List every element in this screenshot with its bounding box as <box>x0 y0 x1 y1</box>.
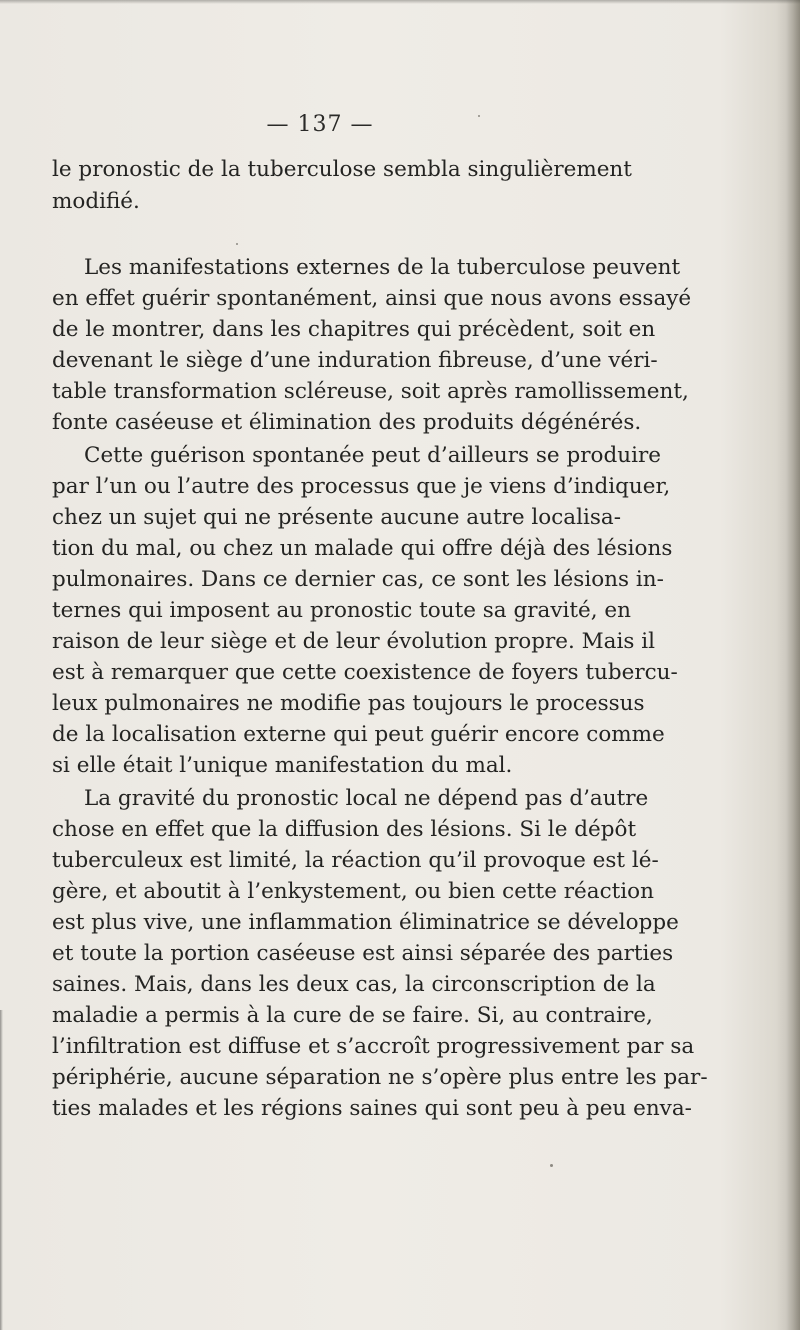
text-line: tion du mal, ou chez un malade qui offre déjà des lésions <box>52 536 673 561</box>
text-line: si elle était l’unique manifestation du mal. <box>52 753 513 778</box>
text-line: ties malades et les régions saines qui sont peu à peu enva- <box>52 1096 692 1121</box>
paper-speck <box>236 243 238 245</box>
page-number: — 137 — <box>266 112 374 137</box>
text-line: le pronostic de la tuberculose sembla singulièrement <box>52 157 632 182</box>
text-line: est à remarquer que cette coexistence de foyers tubercu- <box>52 660 678 685</box>
text-line: raison de leur siège et de leur évolution propre. Mais il <box>52 629 655 654</box>
text-line: l’infiltration est diffuse et s’accroît progressivement par sa <box>52 1034 695 1059</box>
text-line: maladie a permis à la cure de se faire. Si, au contraire, <box>52 1003 653 1028</box>
text-line: chez un sujet qui ne présente aucune autre localisa- <box>52 505 621 530</box>
text-line: fonte caséeuse et élimination des produits dégénérés. <box>52 410 642 435</box>
text-line: Les manifestations externes de la tuberculose peuvent <box>84 255 681 280</box>
text-line: ternes qui imposent au pronostic toute sa gravité, en <box>52 598 631 623</box>
text-line: table transformation scléreuse, soit après ramollissement, <box>52 379 689 404</box>
text-line: devenant le siège d’une induration fibreuse, d’une véri- <box>52 348 658 373</box>
text-line: modifié. <box>52 189 140 214</box>
text-line: et toute la portion caséeuse est ainsi séparée des parties <box>52 941 674 966</box>
text-line: chose en effet que la diffusion des lésions. Si le dépôt <box>52 817 637 842</box>
text-line: de le montrer, dans les chapitres qui précèdent, soit en <box>52 317 656 342</box>
paper-speck <box>550 1164 553 1167</box>
page-right-edge <box>786 0 800 1330</box>
text-line: leux pulmonaires ne modifie pas toujours le processus <box>52 691 645 716</box>
text-line: Cette guérison spontanée peut d’ailleurs se produire <box>84 443 661 468</box>
paper-speck <box>478 115 480 117</box>
text-line: gère, et aboutit à l’enkystement, ou bien cette réaction <box>52 879 654 904</box>
text-line: de la localisation externe qui peut guérir encore comme <box>52 722 665 747</box>
text-line: tuberculeux est limité, la réaction qu’il provoque est lé- <box>52 848 659 873</box>
text-line: La gravité du pronostic local ne dépend pas d’autre <box>84 786 649 811</box>
page-top-shadow <box>0 0 800 4</box>
text-line: périphérie, aucune séparation ne s’opère plus entre les par- <box>52 1065 708 1090</box>
text-line: saines. Mais, dans les deux cas, la circonscription de la <box>52 972 656 997</box>
text-line: est plus vive, une inflammation éliminatrice se développe <box>52 910 679 935</box>
text-line: en effet guérir spontanément, ainsi que nous avons essayé <box>52 286 692 311</box>
page-left-edge <box>0 1010 3 1330</box>
text-line: par l’un ou l’autre des processus que je viens d’indiquer, <box>52 474 671 499</box>
text-line: pulmonaires. Dans ce dernier cas, ce sont les lésions in- <box>52 567 664 592</box>
